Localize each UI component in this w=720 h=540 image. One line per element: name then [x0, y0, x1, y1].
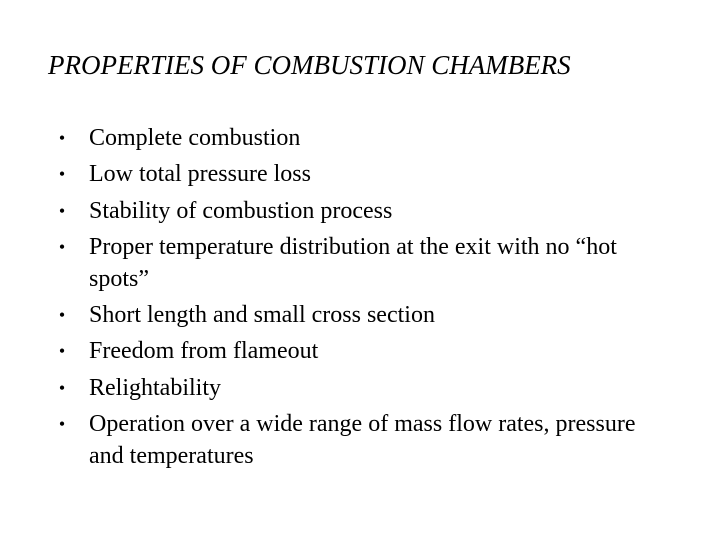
- bullet-item-temperature-distribution: [56, 231, 656, 295]
- bullet-list: [56, 122, 656, 476]
- bullet-dot-icon: •: [58, 377, 66, 398]
- bullet-text: Stability of combustion process: [89, 197, 393, 224]
- bullet-text: Operation over a wide range of mass flow rates, pressure and temperatures: [89, 411, 636, 470]
- bullet-dot-icon: •: [58, 305, 66, 326]
- bullet-item-relightability: [56, 372, 656, 404]
- bullet-dot-icon: •: [58, 200, 66, 221]
- bullet-item-operation-range: [56, 408, 656, 472]
- bullet-text: Low total pressure loss: [89, 161, 311, 188]
- bullet-item-complete-combustion: [56, 122, 656, 154]
- bullet-text: Complete combustion: [89, 125, 301, 151]
- bullet-text: Short length and small cross section: [89, 302, 435, 329]
- bullet-text: Proper temperature distribution at the exit with no “hot spots”: [89, 233, 617, 292]
- bullet-dot-icon: •: [58, 236, 66, 257]
- bullet-text: Freedom from flameout: [89, 338, 319, 365]
- bullet-dot-icon: •: [58, 164, 66, 185]
- bullet-item-flameout: [56, 335, 656, 367]
- bullet-dot-icon: •: [58, 128, 66, 148]
- bullet-text: Relightability: [89, 374, 221, 401]
- slide-title: PROPERTIES OF COMBUSTION CHAMBERS: [48, 50, 571, 80]
- bullet-item-short-length: [56, 299, 656, 331]
- bullet-dot-icon: •: [58, 414, 66, 435]
- bullet-item-low-pressure-loss: [56, 158, 656, 190]
- bullet-item-stability: [56, 195, 656, 227]
- bullet-dot-icon: •: [58, 341, 66, 362]
